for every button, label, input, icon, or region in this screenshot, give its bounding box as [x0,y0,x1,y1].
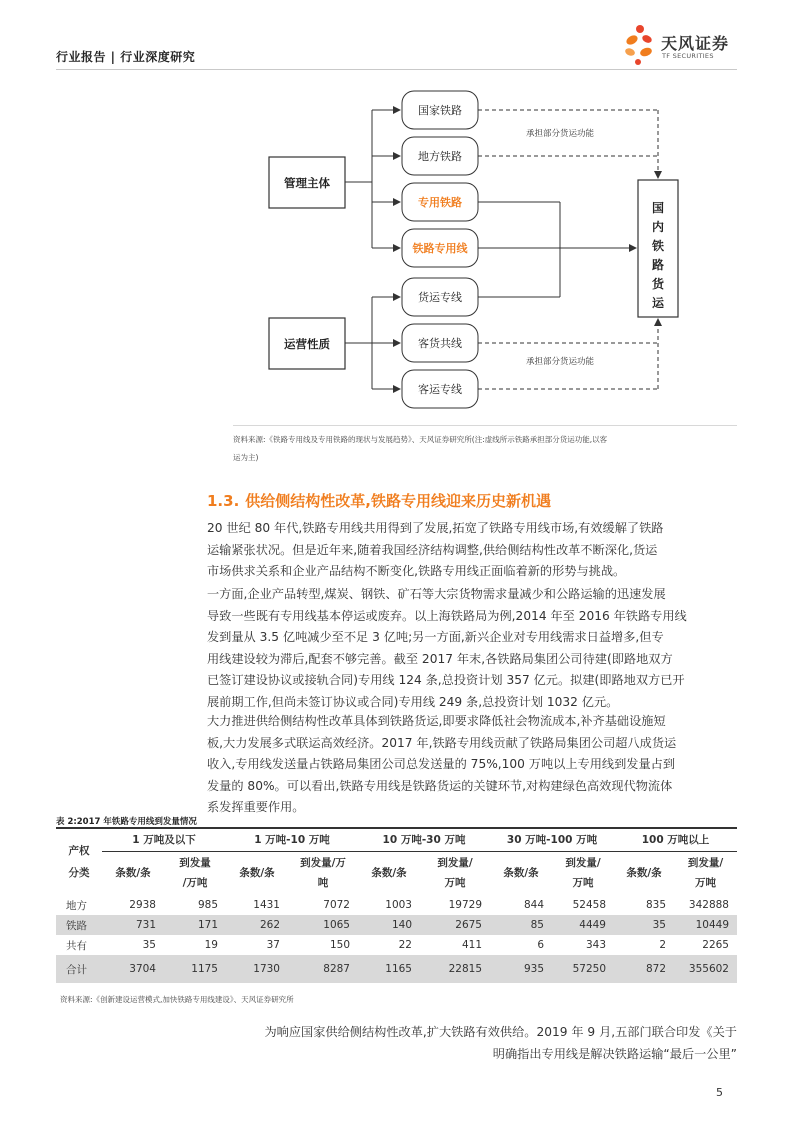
paragraph-2 [207,584,737,713]
paragraph-1 [207,518,737,583]
table-row-total: 合计 3704 1175 1730 8287 1165 22815 935 57250 872 355602 [56,955,737,983]
paragraph-line: 已签订建设协议或接轨合同)专用线 124 条,总投资计划 357 亿元。拟建(即路地双方已开 [207,673,685,687]
paragraph-line: 板,大力发展多式联运高效经济。2017 年,铁路专用线贡献了铁路局集团公司超八成货运 [207,735,677,750]
node-passenger-line [402,370,478,408]
group-header: 100 万吨以上 [614,828,737,851]
operation-label: 运营性质 [284,337,330,351]
target-char-4: 路 [651,258,665,272]
management-label: 管理主体 [284,176,330,190]
paragraph-line: 20 世纪 80 年代,铁路专用线共用得到了发展,拓宽了铁路专用线市场,有效缓解了铁路 [207,521,664,535]
group-header: 1 万吨及以下 [102,828,226,851]
node-dedicated-railway [402,183,478,221]
table-row: 铁路 731 171 262 1065 140 2675 85 4449 35 10449 [56,915,737,935]
group-header: 10 万吨-30 万吨 [358,828,490,851]
table-header-row-groups [56,828,737,851]
sub-header: 到发量 /万吨 [179,857,211,890]
sub-header: 到发量/万 吨 [300,857,346,890]
section-number: 1.3. [207,492,240,510]
paragraph-line: 明确指出专用线是解决铁路运输“最后一公里” [492,1046,737,1061]
svg-text:客运专线: 客运专线 [418,383,462,396]
sub-header: 到发量/ 万吨 [687,857,724,890]
svg-text:客货共线: 客货共线 [418,337,462,350]
node-local [402,137,478,175]
table-row: 共有 35 19 37 150 22 411 6 343 2 2265 [66,939,729,952]
sub-header: 条数/条 [371,867,407,880]
paragraph-line: 大力推进供给侧结构性改革具体到铁路货运,即要求降低社会物流成本,补齐基础设施短 [207,714,666,728]
page-number: 5 [716,1086,723,1099]
corner-line1: 产权 [68,844,90,857]
dashed-label-top: 承担部分货运功能 [525,129,595,139]
freight-volume-table [56,828,737,983]
node-railway-special-line [402,229,478,267]
group-header: 1 万吨-10 万吨 [226,828,358,851]
paragraph-3 [207,711,737,819]
sub-header: 条数/条 [503,867,539,880]
table-row: 地方 2938 985 1431 7072 1003 19729 844 52458 835 342888 [66,899,729,912]
logo-chinese-text: 天风证券 [661,34,730,53]
paragraph-line: 发量的 80%。可以看出,铁路专用线是铁路货运的关键环节,对构建绿色高效现代物流体 [207,778,673,793]
sub-header: 条数/条 [239,867,275,880]
sub-header: 到发量/ 万吨 [437,857,473,890]
node-freight-line [402,278,478,316]
target-char-2: 内 [651,220,665,234]
svg-text:专用铁路: 专用铁路 [418,196,462,209]
table-header-row-sub [56,851,737,895]
figure-source-rule [233,425,737,426]
svg-text:铁路专用线: 铁路专用线 [412,242,468,255]
table-caption: 表 2:2017 年铁路专用线到发量情况 [56,817,197,827]
logo-english-text: TF SECURITIES [662,52,714,60]
sub-header: 到发量/ 万吨 [565,857,601,890]
group-header: 30 万吨-100 万吨 [490,828,614,851]
paragraph-line: 系发挥重要作用。 [207,800,305,814]
corner-line2: 分类 [68,866,90,879]
dashed-label-bottom: 承担部分货运功能 [525,357,595,367]
figure-source-line1: 资料来源:《铁路专用线及专用铁路的现状与发展趋势》、天风证券研究所(注:虚线所示铁路承担部分货运功能,以客 [233,435,608,444]
header-title: 行业报告 | 行业深度研究 [56,50,196,64]
paragraph-line: 用线建设较为滞后,配套不够完善。截至 2017 年末,各铁路局集团公司待建(即路地双方 [207,651,673,666]
section-heading-text: 供给侧结构性改革,铁路专用线迎来历史新机遇 [245,492,551,510]
paragraph-line: 展前期工作,但尚未签订协议或合同)专用线 249 条,总投资计划 1032 亿元。 [207,694,619,709]
paragraph-line: 一方面,企业产品转型,煤炭、钢铁、矿石等大宗货物需求量减少和公路运输的迅速发展 [207,587,666,601]
paragraph-line: 为响应国家供给侧结构性改革,扩大铁路有效供给。2019 年 9 月,五部门联合印发《关于 [264,1025,737,1039]
target-char-3: 铁 [651,239,665,253]
closing-paragraph [207,1022,737,1065]
figure-source-line2: 运为主) [233,453,259,462]
target-char-5: 货 [651,277,665,291]
svg-text:货运专线: 货运专线 [418,291,462,304]
sub-header: 条数/条 [115,867,151,880]
paragraph-line: 发到量从 3.5 亿吨减少至不足 3 亿吨;另一方面,新兴企业对专用线需求日益增多,但专 [207,630,664,644]
table-source: 资料来源:《创新建设运营模式,加快铁路专用线建设》、天风证券研究所 [60,995,294,1004]
paragraph-line: 运输紧张状况。但是近年来,随着我国经济结构调整,供给侧结构性改革不断深化,货运 [207,542,658,557]
svg-text:地方铁路: 地方铁路 [418,150,462,163]
sub-header: 条数/条 [626,867,662,880]
target-char-1: 国 [651,201,665,215]
node-mixed-line [402,324,478,362]
table-corner-header [56,828,102,895]
railway-classification-diagram [0,0,793,420]
paragraph-line: 导致一些既有专用线基本停运或废弃。以上海铁路局为例,2014 年至 2016 年铁路专用线 [207,608,687,623]
node-national [402,91,478,129]
paragraph-line: 市场供求关系和企业产品结构不断变化,铁路专用线正面临着新的形势与挑战。 [207,564,626,578]
section-title [207,490,551,511]
paragraph-line: 收入,专用线发送量占铁路局集团公司总发送量的 75%,100 万吨以上专用线到发量占到 [207,757,676,771]
svg-text:国家铁路: 国家铁路 [418,104,462,117]
target-char-6: 运 [651,296,665,310]
